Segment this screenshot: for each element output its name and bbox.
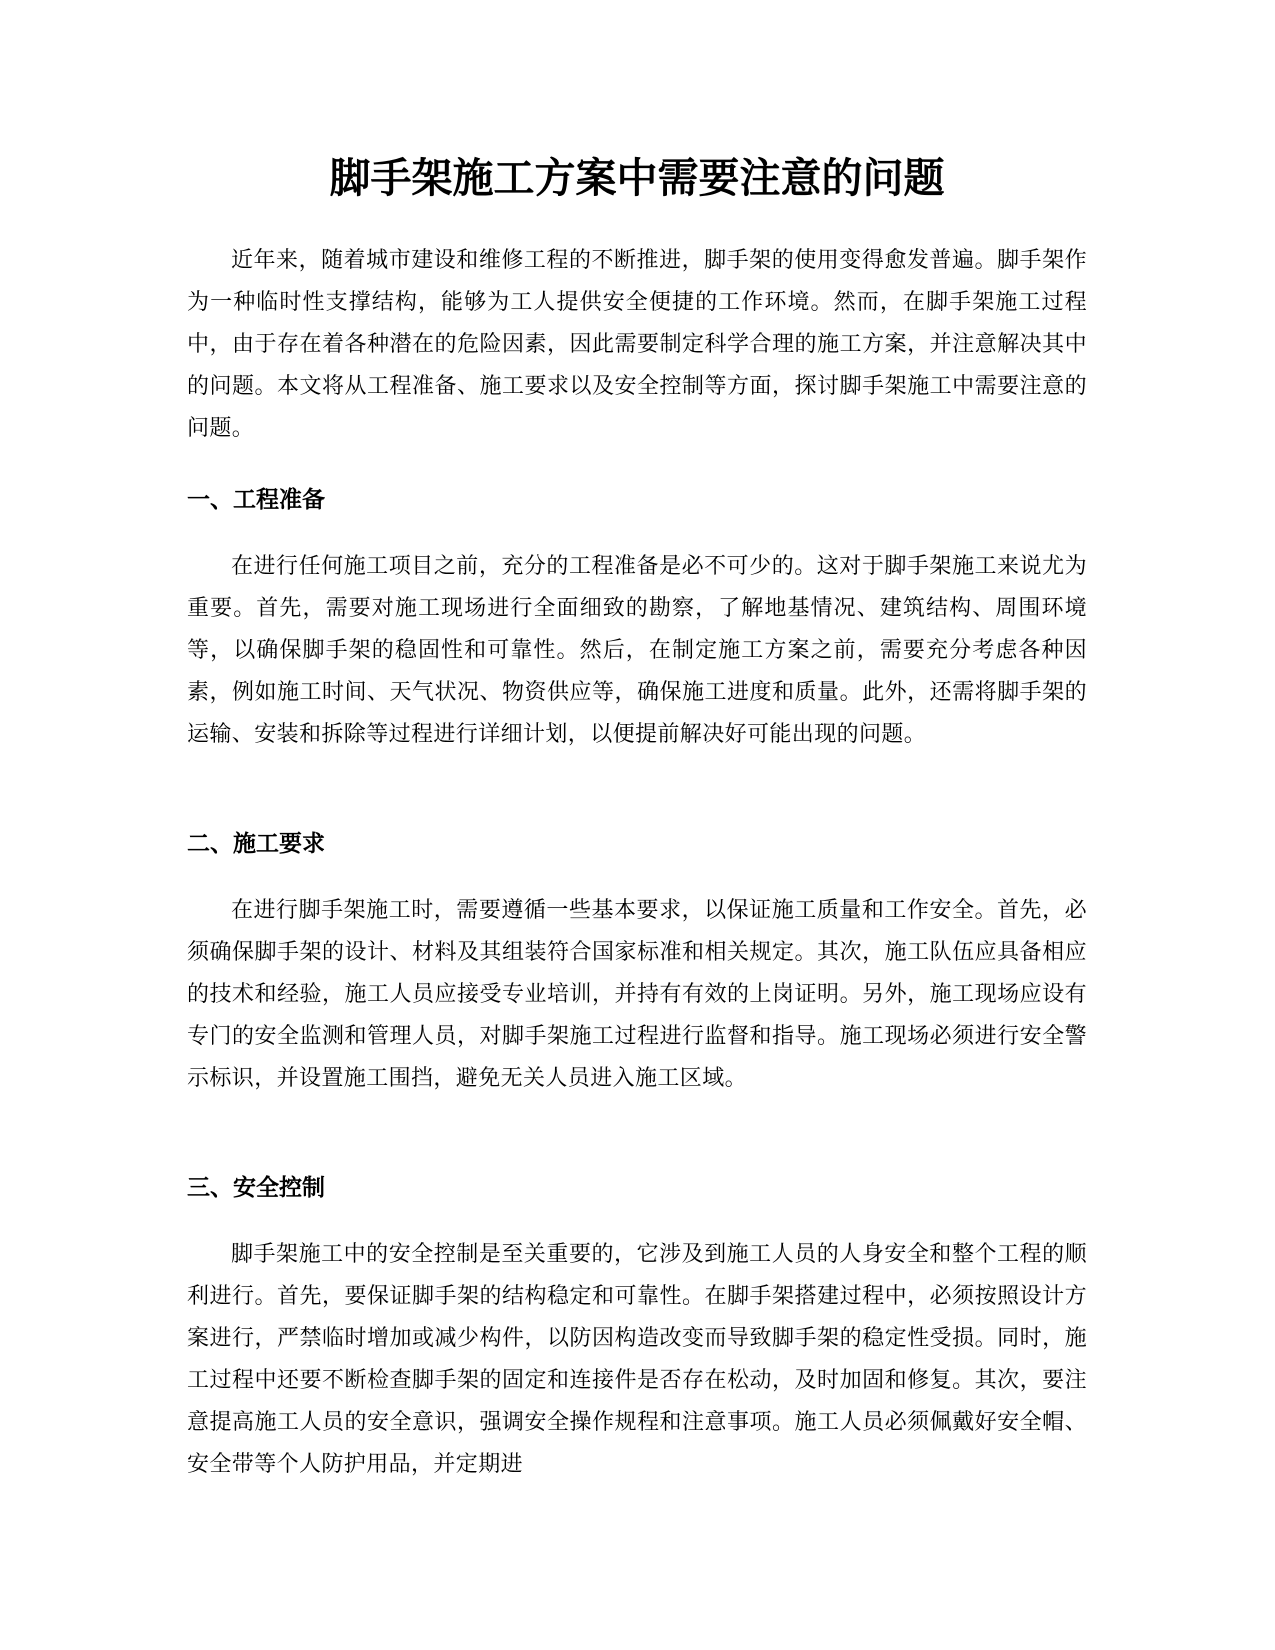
section-body-preparation: 在进行任何施工项目之前，充分的工程准备是必不可少的。这对于脚手架施工来说尤为重要。首先，需要对施工现场进行全面细致的勘察，了解地基情况、建筑结构、周围环境等，以确保脚手架的稳固性和可靠性。然后，在制定施工方案之前，需要充分考虑各种因素，例如施工时间、天气状况、物资供应等，确保施工进度和质量。此外，还需将脚手架的运输、安装和拆除等过程进行详细计划，以便提前解决好可能出现的问题。: [187, 554, 1087, 747]
section-heading-requirements: 二、施工要求: [187, 831, 325, 857]
intro-paragraph: 近年来，随着城市建设和维修工程的不断推进，脚手架的使用变得愈发普遍。脚手架作为一种临时性支撑结构，能够为工人提供安全便捷的工作环境。然而，在脚手架施工过程中，由于存在着各种潜在的危险因素，因此需要制定科学合理的施工方案，并注意解决其中的问题。本文将从工程准备、施工要求以及安全控制等方面，探讨脚手架施工中需要注意的问题。: [187, 248, 1087, 441]
section-body-safety-control: 脚手架施工中的安全控制是至关重要的，它涉及到施工人员的人身安全和整个工程的顺利进行。首先，要保证脚手架的结构稳定和可靠性。在脚手架搭建过程中，必须按照设计方案进行，严禁临时增加或减少构件，以防因构造改变而导致脚手架的稳定性受损。同时，施工过程中还要不断检查脚手架的固定和连接件是否存在松动，及时加固和修复。其次，要注意提高施工人员的安全意识，强调安全操作规程和注意事项。施工人员必须佩戴好安全帽、安全带等个人防护用品，并定期进: [187, 1242, 1087, 1477]
document-title: 脚手架施工方案中需要注意的问题: [329, 154, 945, 202]
section-heading-safety-control: 三、安全控制: [187, 1175, 325, 1201]
section-heading-preparation: 一、工程准备: [187, 487, 325, 513]
section-body-requirements: 在进行脚手架施工时，需要遵循一些基本要求，以保证施工质量和工作安全。首先，必须确保脚手架的设计、材料及其组装符合国家标准和相关规定。其次，施工队伍应具备相应的技术和经验，施工人员应接受专业培训，并持有有效的上岗证明。另外，施工现场应设有专门的安全监测和管理人员，对脚手架施工过程进行监督和指导。施工现场必须进行安全警示标识，并设置施工围挡，避免无关人员进入施工区域。: [187, 898, 1087, 1091]
